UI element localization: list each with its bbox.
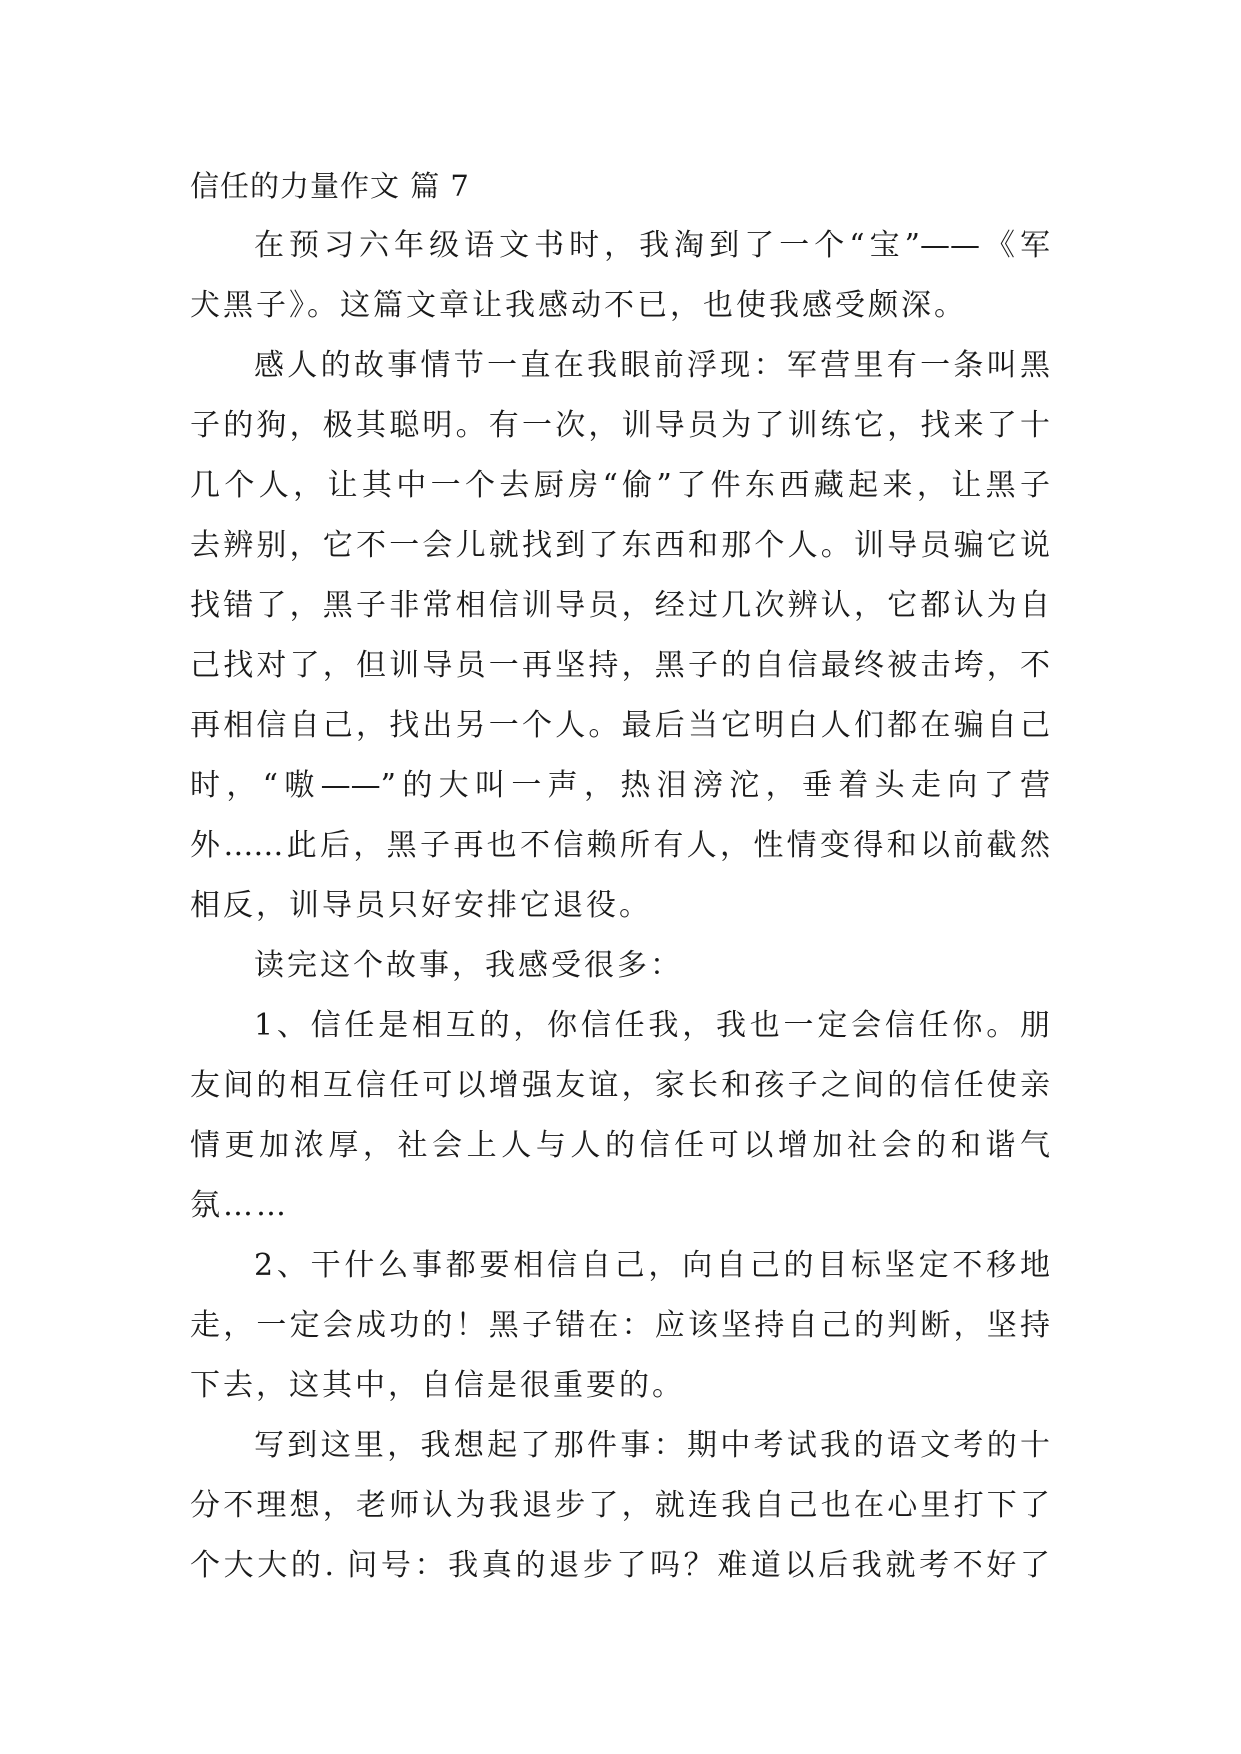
paragraph-line: 找错了，黑子非常相信训导员，经过几次辨认，它都认为自 — [190, 588, 1050, 623]
paragraph-line: 写到这里，我想起了那件事：期中考试我的语文考的十 — [254, 1428, 1050, 1463]
paragraph-line: 时，“嗷——”的大叫一声，热泪滂沱，垂着头走向了营 — [190, 768, 1050, 803]
paragraph-line: 情更加浓厚，社会上人与人的信任可以增加社会的和谐气 — [190, 1128, 1050, 1163]
essay-title: 信任的力量作文 篇 7 — [190, 169, 470, 203]
paragraph-line: 分不理想，老师认为我退步了，就连我自己也在心里打下了 — [190, 1488, 1050, 1523]
paragraph-line: 友间的相互信任可以增强友谊，家长和孩子之间的信任使亲 — [190, 1068, 1050, 1103]
paragraph-line: 读完这个故事，我感受很多： — [254, 948, 683, 983]
paragraph-line: 再相信自己，找出另一个人。最后当它明白人们都在骗自己 — [190, 708, 1050, 743]
paragraph-line: 子的狗，极其聪明。有一次，训导员为了训练它，找来了十 — [190, 408, 1050, 443]
paragraph-line: 1、信任是相互的，你信任我，我也一定会信任你。朋 — [254, 1008, 1050, 1043]
paragraph-line: 己找对了，但训导员一再坚持，黑子的自信最终被击垮，不 — [190, 648, 1050, 683]
paragraph-line: 走，一定会成功的！黑子错在：应该坚持自己的判断，坚持 — [190, 1308, 1050, 1343]
paragraph-line: 个大大的. 问号：我真的退步了吗？难道以后我就考不好了 — [190, 1548, 1050, 1583]
paragraph-line: 感人的故事情节一直在我眼前浮现：军营里有一条叫黑 — [254, 348, 1050, 383]
paragraph-line: 犬黑子》。这篇文章让我感动不已，也使我感受颇深。 — [190, 288, 967, 323]
paragraph-line: 在预习六年级语文书时，我淘到了一个“宝”——《军 — [254, 228, 1050, 263]
paragraph-line: 几个人，让其中一个去厨房“偷”了件东西藏起来，让黑子 — [190, 468, 1050, 503]
paragraph-line: 相反，训导员只好安排它退役。 — [190, 888, 652, 923]
paragraph-line: 下去，这其中，自信是很重要的。 — [190, 1368, 685, 1403]
paragraph-line: 去辨别，它不一会儿就找到了东西和那个人。训导员骗它说 — [190, 528, 1050, 563]
paragraph-line: 氛…… — [190, 1188, 289, 1223]
paragraph-line: 外……此后，黑子再也不信赖所有人，性情变得和以前截然 — [190, 828, 1050, 863]
paragraph-line: 2、干什么事都要相信自己，向自己的目标坚定不移地 — [254, 1248, 1050, 1283]
